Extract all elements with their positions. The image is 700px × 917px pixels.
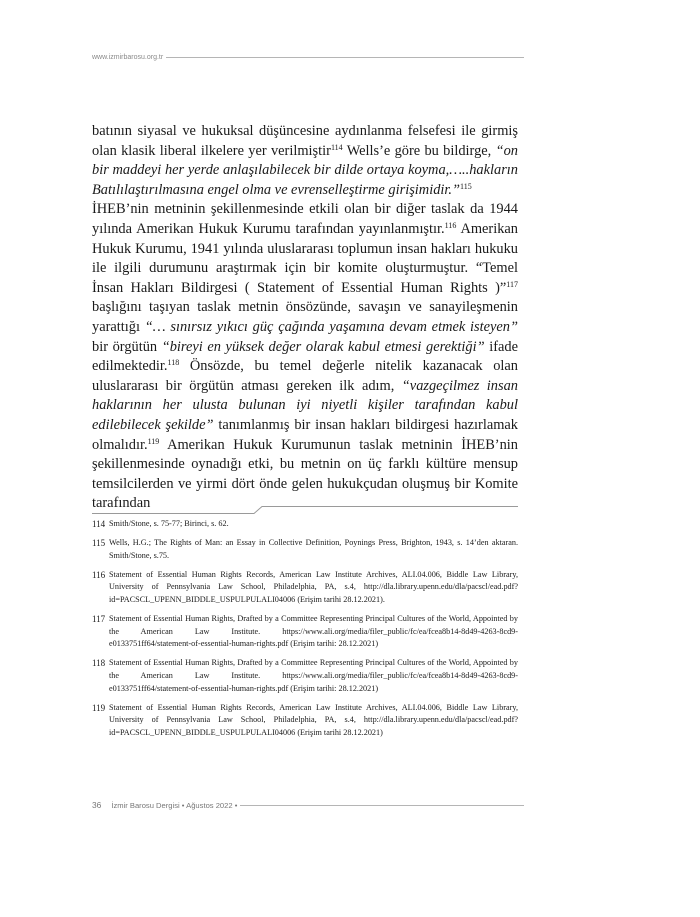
text-run: bir örgütün [92,338,162,355]
footnote-117 [92,613,518,651]
italic-quote: “on bir maddeyi her yerde anlaşılabilecek bir dilde ortaya koyma,…..hakların Batılılaştırılmasına engel olma ve evrenselleştirme girişimidir.” [92,142,518,198]
footnote-116 [92,569,518,607]
footnote-text: Smith/Stone, s. 75-77; Birinci, s. 62. [109,519,229,528]
footnote-115 [92,537,518,562]
italic-quote: “vazgeçilmez insan haklarının her ulusta bulunan iyi niyetli kişiler tarafından kabul edilebilecek şekilde” [92,377,518,433]
footnote-text: Statement of Essential Human Rights Records, American Law Institute Archives, ALI.04.006, Biddle Law Library, University of Pennsylvania Law School, Philadelphia, PA, s.4, http://dla.library.upenn.edu/dla/pacscl/ead.pdf?id=PACSCL_UPENN_BIDDLE_USPULPULALI04006 (Erişim tarihi 28.12.2021) [109,702,518,737]
footnote-number: 119 [92,702,106,713]
footnote-118 [92,657,518,695]
body-text [92,122,518,514]
text-run: başlığını taşıyan taslak metnin önsözünde, savaşın ve sanayileşmenin yarattığı [92,299,518,335]
footnote-ref: 119 [147,436,160,446]
header-site-url: www.izmirbarosu.org.tr [92,54,164,61]
header-rule [166,57,524,58]
footnote-number: 118 [92,658,106,669]
italic-quote: “… sınırsız yıkıcı güç çağında yaşamına devam etmek isteyen” [144,318,518,335]
footnote-ref: 118 [167,358,180,368]
paragraph-1 [92,122,518,200]
text-run: Önsözde, bu temel değerle nitelik kazanacak olan uluslararası bir örgütün atması gereken ilk adım, [92,358,518,394]
footnote-ref: 114 [330,142,343,152]
footnote-119 [92,702,518,740]
text-run: Amerikan Hukuk Kurumunun taslak metninin İHEB’nin şekillenmesinde oynadığı etki, bu metnin on üç farklı kültüre mensup temsilcilerden ve yirmi dört önde gelen hukukçudan oluşmuş bir Komite tarafından [92,436,518,512]
text-run: Wells’e göre bu bildirge, [342,142,496,159]
text-run: tanımlanmış bir insan hakları bildirgesi hazırlamak olmalıdır. [92,416,518,453]
footnote-number: 116 [92,569,106,580]
text-run: Amerikan Hukuk Kurumu, 1941 yılında uluslararası toplumun insan hakları hukuku ile ilgili durumunu araştırmak için bir komite oluşturmuştur. “Temel İnsan Hakları Bildirgesi ( Statement of Essential Human Rights )” [92,220,518,296]
footnote-ref: 117 [506,279,518,289]
footnote-number: 114 [92,519,106,529]
footer-rule [240,805,524,806]
text-run: İHEB’nin metninin şekillenmesinde etkili olan bir diğer taslak da 1944 yılında Amerikan Hukuk Kurumu tarafından yayınlanmıştır. [92,201,518,237]
page-header [92,54,524,61]
footnote-number: 117 [92,614,106,625]
footnote-text: Wells, H.G.; The Rights of Man: an Essay in Collective Definition, Poynings Press, Brighton, 1943, s. 14’den aktaran. Smith/Stone, s.75. [109,538,518,560]
footnote-114 [92,518,518,531]
footnotes [92,518,518,746]
text-run: ifade edilmektedir. [92,338,518,375]
text-run: batının siyasal ve hukuksal düşüncesine aydınlanma felsefesi ile girmiş olan klasik liberal ilkelere yer verilmiştir [92,123,518,159]
page-number: 36 [92,800,102,810]
footnote-number: 115 [92,538,106,549]
paragraph-2 [92,200,518,514]
footnote-text: Statement of Essential Human Rights Records, American Law Institute Archives, ALI.04.006, Biddle Law Library, University of Pennsylvania Law School, Philadelphia, PA, s.4, http://dla.library.upenn.edu/dla/pacscl/ead.pdf?id=PACSCL_UPENN_BIDDLE_USPULPULALI04006 (Erişim tarihi 28.12.2021). [109,569,518,604]
footnote-ref: 116 [444,220,457,230]
footnote-text: Statement of Essential Human Rights, Drafted by a Committee Representing Principal Cultures of the World, Appointed by the American Law Institute. https://www.ali.org/media/filer_public/fc/ea/fcea8b14-8d49-4263-8cd9-e0133751ff64/statement-of-essential-human-rights.pdf (Erişim tarihi: 28.12.2021) [109,658,518,693]
footnote-text: Statement of Essential Human Rights, Drafted by a Committee Representing Principal Cultures of the World, Appointed by the American Law Institute. https://www.ali.org/media/filer_public/fc/ea/fcea8b14-8d49-4263-8cd9-e0133751ff64/statement-of-essential-human-rights.pdf (Erişim tarihi: 28.12.2021) [109,614,518,649]
italic-quote: “bireyi en yüksek değer olarak kabul etmesi gerektiği” [161,338,485,355]
page-footer [92,800,524,810]
journal-name: İzmir Barosu Dergisi • Ağustos 2022 • [111,800,238,810]
footnote-ref: 115 [460,181,472,191]
